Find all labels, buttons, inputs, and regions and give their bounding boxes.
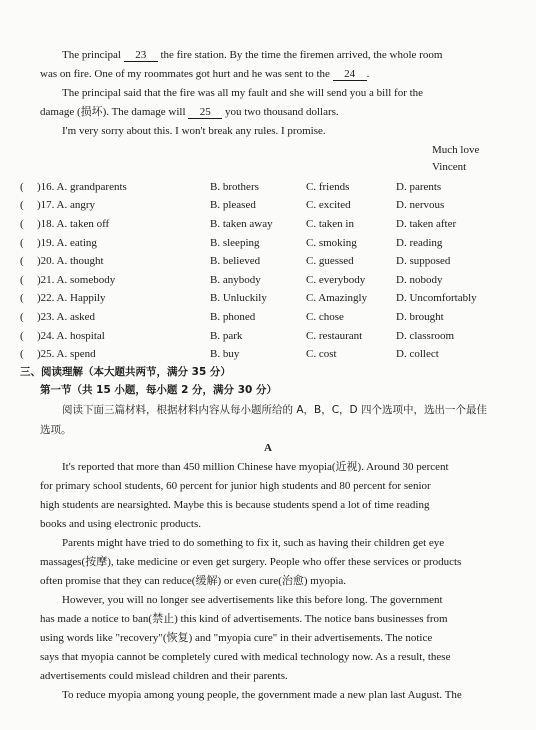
question-row-25 [20,349,490,363]
question-row-24 [20,331,490,345]
question-row-19 [20,238,490,252]
question-option-d: D. parents [396,181,442,193]
question-option-a: )22. A. Happily [37,292,106,304]
question-option-c: C. friends [306,181,350,193]
question-option-c: C. everybody [306,274,366,286]
question-option-d: D. taken after [396,218,457,230]
question-option-c: C. Amazingly [306,292,368,304]
answer-paren: ( [20,274,24,286]
letter-signature: Vincent [432,161,467,173]
passage-line: However, you will no longer see advertisements like this before long. The government [62,594,443,606]
question-row-16 [20,182,490,196]
answer-paren: ( [20,237,24,249]
question-option-b: B. sleeping [210,237,260,249]
text: you two thousand dollars. [222,106,339,118]
question-option-c: C. guessed [306,255,354,267]
question-option-b: B. buy [210,348,240,360]
blank-24: 24 [333,69,367,81]
passage-line: high students are nearsighted. Maybe this is because students spend a lot of time reading [40,499,430,511]
question-option-b: B. Unluckily [210,292,267,304]
blank-23: 23 [124,50,158,62]
instruction-line-1: 阅读下面三篇材料，根据材料内容从每小题所给的 A，B，C，D 四个选项中，选出一个最佳 [62,404,487,416]
question-option-c: C. taken in [306,218,354,230]
letter-para2-line1: The principal said that the fire was all my fault and she will send you a bill for the [62,87,424,99]
question-row-21 [20,275,490,289]
question-option-b: B. taken away [210,218,273,230]
question-option-b: B. anybody [210,274,261,286]
passage-line: advertisements could mislead children and their parents. [40,670,288,682]
passage-line: massages(按摩), take medicine or even get surgery. People who offer these services or products [40,556,462,568]
text: The principal [62,49,124,61]
question-option-d: D. nobody [396,274,443,286]
question-row-22 [20,293,490,307]
question-option-a: )23. A. asked [37,311,96,323]
question-option-c: C. smoking [306,237,357,249]
passage-line: Parents might have tried to do something to fix it, such as having their children get eye [62,537,445,549]
question-option-d: D. collect [396,348,439,360]
question-row-20 [20,256,490,270]
question-option-a: )21. A. somebody [37,274,116,286]
question-option-d: D. reading [396,237,443,249]
text: was on fire. One of my roommates got hurt and he was sent to the [40,68,333,80]
passage-line: says that myopia cannot be completely cured with medical technology now. As a result, these [40,651,451,663]
letter-para1-line2 [40,69,486,81]
answer-paren: ( [20,330,24,342]
blank-25: 25 [188,107,222,119]
letter-para1-line1 [62,50,508,62]
part-heading: 第一节（共 15 小题，每小题 2 分，满分 30 分） [40,384,277,396]
question-option-d: D. Uncomfortably [396,292,477,304]
answer-paren: ( [20,181,24,193]
question-row-18 [20,219,490,233]
answer-paren: ( [20,348,24,360]
passage-line: It's reported that more than 450 million Chinese have myopia(近视). Around 30 percent [62,461,449,473]
question-option-b: B. believed [210,255,261,267]
question-option-c: C. excited [306,199,351,211]
text: the fire station. By the time the firemen arrived, the whole room [157,49,443,61]
answer-paren: ( [20,218,24,230]
question-option-d: D. classroom [396,330,455,342]
passage-line: has made a notice to ban(禁止) this kind of advertisements. The notice bans businesses from [40,613,448,625]
question-option-a: )16. A. grandparents [37,181,127,193]
question-option-a: )24. A. hospital [37,330,105,342]
passage-label: A [264,442,272,454]
answer-paren: ( [20,292,24,304]
text: . [366,68,370,80]
letter-closing: Much love [432,144,480,156]
question-option-d: D. nervous [396,199,445,211]
question-option-d: D. supposed [396,255,451,267]
section-heading: 三、阅读理解（本大题共两节，满分 35 分） [20,366,231,378]
passage-line: for primary school students, 60 percent for junior high students and 80 percent for senior [40,480,431,492]
question-option-c: C. chose [306,311,344,323]
answer-paren: ( [20,311,24,323]
answer-paren: ( [20,199,24,211]
question-option-a: )20. A. thought [37,255,104,267]
question-option-d: D. brought [396,311,444,323]
question-option-a: )18. A. taken off [37,218,110,230]
question-option-a: )25. A. spend [37,348,96,360]
question-option-c: C. restaurant [306,330,363,342]
letter-para3: I'm very sorry about this. I won't break any rules. I promise. [62,125,326,137]
letter-para2-line2 [40,107,486,119]
question-option-b: B. brothers [210,181,259,193]
question-option-b: B. pleased [210,199,256,211]
question-option-c: C. cost [306,348,337,360]
passage-line: often promise that they can reduce(缓解) or even cure(治愈) myopia. [40,575,347,587]
instruction-line-2: 选项。 [40,424,72,436]
question-option-a: )19. A. eating [37,237,97,249]
passage-line: using words like "recovery"(恢复) and "myopia cure" in their advertisements. The notice [40,632,433,644]
question-option-b: B. phoned [210,311,256,323]
passage-line: To reduce myopia among young people, the government made a new plan last August. The [62,689,462,701]
question-row-23 [20,312,490,326]
passage-line: books and using electronic products. [40,518,201,530]
question-option-a: )17. A. angry [37,199,96,211]
question-row-17 [20,200,490,214]
answer-paren: ( [20,255,24,267]
text: damage (损坏). The damage will [40,106,189,118]
question-option-b: B. park [210,330,243,342]
